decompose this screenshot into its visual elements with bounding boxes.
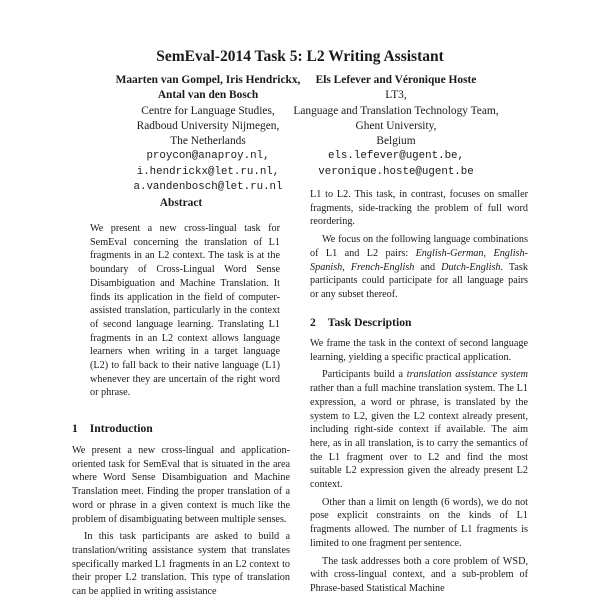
author-email: els.lefever@ugent.be,	[327, 150, 465, 163]
abstract-text	[90, 222, 280, 400]
right-column-continuation	[310, 188, 528, 302]
author-names-line1: Els Lefever and Véronique Hoste	[315, 74, 477, 86]
section-title: Introduction	[89, 422, 153, 435]
paragraph: Participants build a translation assistance system rather than a full machine translation system. The L1 expression, a word or phrase, is translated by the system to L2, given the L2 context already present, including right-side context if available. The aim here, as in all translation, is to carry the semantics of the L1 fragment over to L2 and find the most suitable L2 expression given the already present L2 context.	[310, 369, 528, 491]
paragraph: Other than a limit on length (6 words), we do not pose explicit constraints on the kinds of L1 fragments allowed. The number of L1 fragments is limited to one fragment per sentence.	[310, 496, 528, 549]
author-block-right	[292, 73, 500, 180]
language-pair: Dutch-English	[441, 261, 501, 273]
paragraph: We frame the task in the context of second language learning, yielding a specific practical application.	[310, 338, 528, 363]
paper-title: SemEval-2014 Task 5: L2 Writing Assistant	[156, 48, 444, 65]
language-pair: English-German	[415, 247, 484, 259]
abstract-heading: Abstract	[159, 197, 203, 209]
abstract-paragraph: We present a new cross-lingual task for SemEval concerning the translation of L1 fragments in an L2 context. The task is at the boundary of Cross-Lingual Word Sense Disambiguation and Machine Translation. It finds its application in the field of computer-assisted translation, particularly in the context of second language learning. Translating L1 fragments in an L2 context allows language learners when writing in a target language (L2) to fall back to their native language (L1) whenever they are uncertain of the right word or phrase.	[90, 223, 280, 399]
language-pair: French-English	[350, 261, 415, 273]
affiliation-line: Language and Translation Technology Team,	[293, 104, 499, 117]
affiliation-line: Ghent University,	[355, 119, 437, 132]
section-heading-introduction	[72, 422, 153, 435]
affiliation-line: LT3,	[385, 89, 407, 102]
paragraph-language-pairs: We focus on the following language combinations of L1 and L2 pairs: English-German, English-Spanish, French-English and Dutch-English. Task participants could participate for all language pairs or any subset thereof.	[310, 234, 528, 300]
paragraph: L1 to L2. This task, in contrast, focuses on smaller fragments, side-tracking the problem of full word reordering.	[310, 189, 528, 228]
task-description-body	[310, 337, 528, 596]
author-email: a.vandenbosch@let.ru.nl	[133, 181, 283, 194]
author-email: i.hendrickx@let.ru.nl,	[136, 165, 280, 178]
affiliation-line: Radboud University Nijmegen,	[136, 119, 280, 132]
affiliation-line: Centre for Language Studies,	[141, 104, 275, 117]
affiliation-line: Belgium	[376, 135, 416, 148]
language-pair: English-Spanish	[310, 247, 528, 273]
section-number: 2	[310, 316, 316, 329]
paragraph: In this task participants are asked to build a translation/writing assistance system that translates specifically marked L1 fragments in an L2 context to their proper L2 translation. This type of translation can be applied in writing assistance	[72, 531, 290, 598]
author-email: veronique.hoste@ugent.be	[318, 165, 474, 178]
introduction-body	[72, 444, 290, 599]
section-title: Task Description	[327, 316, 412, 329]
paragraph: The task addresses both a core problem of WSD, with cross-lingual context, and a sub-problem of Phrase-based Statistical Machine	[310, 555, 528, 594]
section-number: 1	[72, 422, 78, 435]
author-email: proycon@anaproy.nl,	[146, 150, 270, 163]
section-heading-task-description	[310, 316, 411, 329]
affiliation-line: The Netherlands	[170, 135, 246, 148]
author-names-line2: Antal van den Bosch	[157, 89, 259, 102]
paragraph: We present a new cross-lingual and application-oriented task for SemEval that is situated in the area where Word Sense Disambiguation and Machine Translation meet. Finding the proper translation of a word or phrase in a given context is much like the problem of disambiguating between multiple senses.	[72, 445, 290, 525]
author-names-line1: Maarten van Gompel, Iris Hendrickx,	[115, 74, 301, 86]
